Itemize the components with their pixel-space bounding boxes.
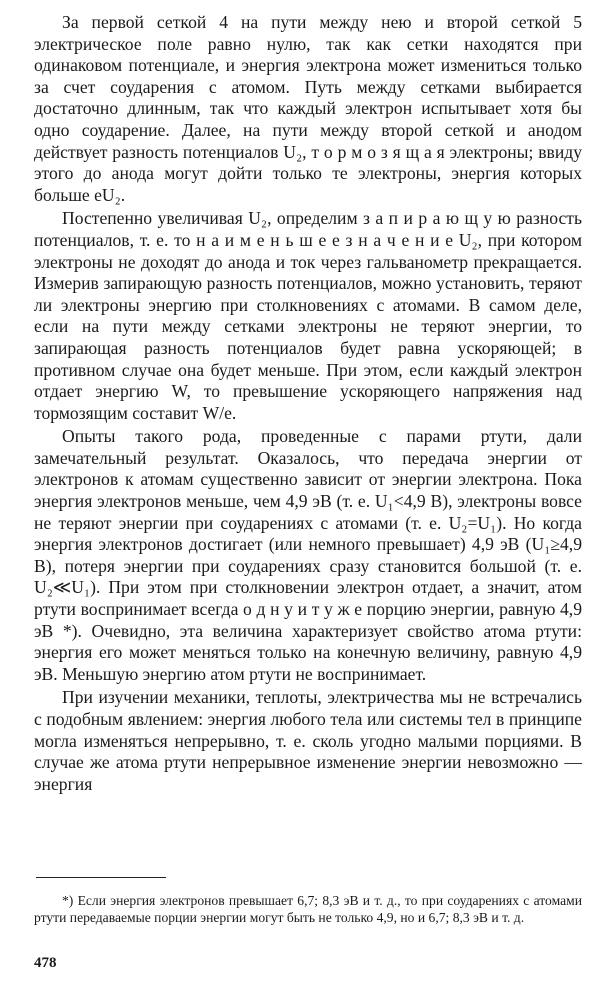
paragraph-1: За первой сеткой 4 на пути между нею и второй сеткой 5 электрическое поле равно нулю, так как сетки находятся при одинаковом потенциале, и энергия электрона может измениться только за счет соударения с атомом. Путь между сетками выбирается достаточно длинным, так что каждый электрон испытывает хотя бы одно соударение. Далее, на пути между второй сеткой и анодом действует разность потенциалов U₂, т о р м о з я щ а я электроны; ввиду этого до анода могут дойти только те электроны, энергия которых больше eU₂. — [34, 12, 582, 205]
main-text — [34, 12, 582, 797]
paragraph-3: Опыты такого рода, проведенные с парами ртути, дали замечательный результат. Оказалось, что передача энергии от электронов к атомам существенно зависит от энергии электрона. Пока энергия электронов меньше, чем 4,9 эВ (т. е. U₁<4,9 В), электроны вовсе не теряют энергии при соударениях с атомами (т. е. U₂=U₁). Но когда энергия электронов достигает (или немного превышает) 4,9 эВ (U₁≥4,9 В), потеря энергии при соударениях сразу становится большой (т. е. U₂≪U₁). При этом при столкновении электрон отдает, а значит, атом ртути воспринимает всегда о д н у и т у ж е порцию энергии, равную 4,9 эВ *). Очевидно, эта величина характеризует свойство атома ртути: энергия его может меняться только на конечную величину, равную 4,9 эВ. Меньшую энергию атом ртути не воспринимает. — [34, 426, 582, 684]
page-number: 478 — [34, 955, 57, 971]
footnote-divider — [36, 877, 166, 878]
footnote — [34, 893, 582, 926]
paragraph-2: Постепенно увеличивая U₂, определим з а п и р а ю щ у ю разность потенциалов, т. е. то н а и м е н ь ш е е з н а ч е н и е U₂, при котором электроны не доходят до анода и ток через гальванометр прекращается. Измерив запирающую разность потенциалов, можно установить, теряют ли электроны энергию при столкновениях с атомами. В самом деле, если на пути между сетками электроны не теряют энергии, то запирающая разность потенциалов будет равна ускоряющей; в противном случае она будет меньше. При этом, если каждый электрон отдает энергию W, то превышение ускоряющего напряжения над тормозящим составит W/e. — [34, 208, 582, 423]
footnote-text: *) Если энергия электронов превышает 6,7; 8,3 эВ и т. д., то при соударениях с атомами ртути передаваемые порции энергии могут быть не только 4,9, но и 6,7; 8,3 эВ и т. д. — [34, 893, 582, 925]
paragraph-4: При изучении механики, теплоты, электричества мы не встречались с подобным явлением: энергия любого тела или системы тел в принципе могла изменяться непрерывно, т. е. сколь угодно малыми порциями. В случае же атома ртути непрерывное изменение энергии невозможно — энергия — [34, 687, 582, 794]
